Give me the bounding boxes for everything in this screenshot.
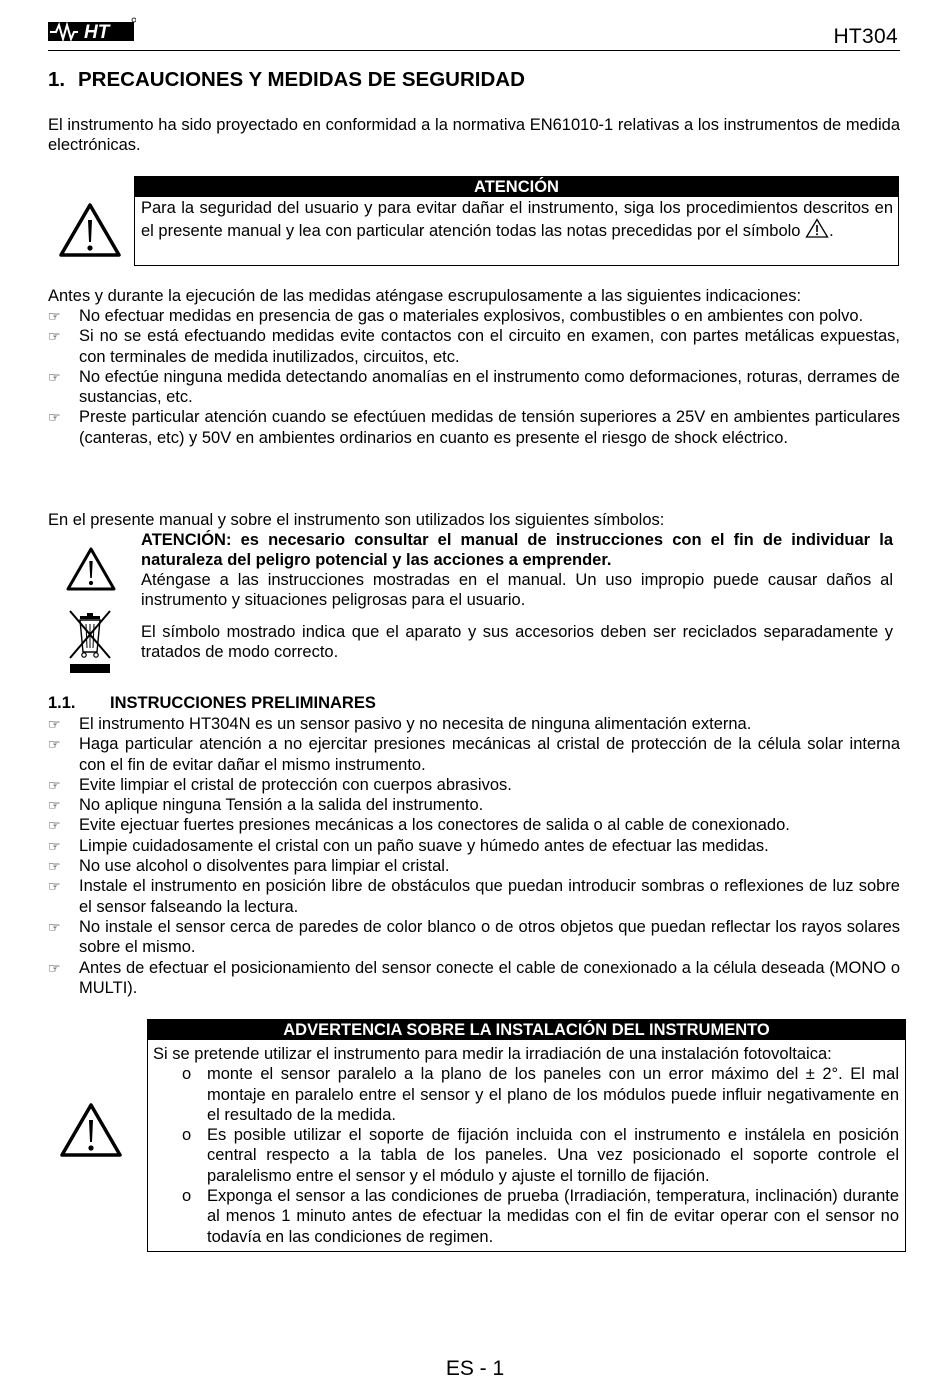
pointing-hand-icon: ☞ bbox=[48, 837, 61, 854]
list-item: ☞ Evite limpiar el cristal de protección con cuerpos abrasivos. bbox=[48, 775, 512, 794]
attention-box-title: ATENCIÓN bbox=[135, 177, 898, 197]
warning-box-list bbox=[153, 1064, 899, 1247]
symbols-lead: En el presente manual y sobre el instrumento son utilizados los siguientes símbolos: bbox=[48, 511, 665, 529]
list-item: ☞ Si no se está efectuando medidas evite contactos con el circuito en examen, con partes metálicas expuestas, con terminales de medida inutilizados, circuitos, etc. bbox=[48, 327, 900, 366]
pointing-hand-icon: ☞ bbox=[48, 959, 61, 976]
list-item: ☞ No efectuar medidas en presencia de gas o materiales explosivos, combustibles o en ambientes con polvo. bbox=[48, 307, 864, 325]
section-number: 1. bbox=[48, 68, 66, 91]
attention-box-text: Para la seguridad del usuario y para evitar dañar el instrumento, siga los procedimientos descritos en el presente manual y lea con particular atención todas las notas precedidas por el símbolo bbox=[141, 199, 893, 241]
before-measures-list bbox=[48, 306, 900, 448]
model-name: HT304 bbox=[833, 25, 898, 48]
warning-box-lead: Si se pretende utilizar el instrumento para medir la irradiación de una instalación fotovoltaica: bbox=[153, 1045, 832, 1063]
recycle-symbol-text: El símbolo mostrado indica que el aparato y sus accesorios deben ser reciclados separadamente y tratados de modo correcto. bbox=[141, 623, 893, 662]
list-item: ☞ No use alcohol o disolventes para limpiar el cristal. bbox=[48, 857, 450, 876]
list-item: ☞ Instale el instrumento en posición libre de obstáculos que puedan introducir sombras o reflexiones de luz sobre el sensor falseando la lectura. bbox=[48, 877, 900, 916]
attention-instructions: Aténgase a las instrucciones mostradas en el manual. Un uso impropio puede causar daños al instrumento y situaciones peligrosas para el usuario. bbox=[141, 571, 893, 610]
list-item: ☞ Limpie cuidadosamente el cristal con un paño suave y húmedo antes de efectuar las medidas. bbox=[48, 836, 769, 855]
list-item: ☞ Preste particular atención cuando se efectúuen medidas de tensión superiores a 25V en ambientes particulares (canteras, etc) y 50V en ambientes ordinarios en cuanto es presente el riesgo de shock eléctrico. bbox=[48, 408, 900, 447]
installation-warning-box bbox=[147, 1019, 906, 1252]
recycle-bin-icon bbox=[66, 608, 114, 674]
warning-triangle-icon bbox=[59, 1102, 123, 1158]
warning-box-body bbox=[148, 1040, 905, 1247]
pointing-hand-icon: ☞ bbox=[48, 328, 61, 345]
list-item: ☞ El instrumento HT304N es un sensor pasivo y no necesita de ninguna alimentación externa. bbox=[48, 715, 752, 733]
attention-box-body bbox=[135, 197, 898, 242]
warning-triangle-icon bbox=[58, 202, 122, 258]
before-measures-lead: Antes y durante la ejecución de las medidas aténgase escrupulosamente a las siguientes indicaciones: bbox=[48, 287, 802, 305]
pointing-hand-icon: ☞ bbox=[48, 797, 61, 814]
pointing-hand-icon: ☞ bbox=[48, 817, 61, 834]
attention-box bbox=[134, 176, 899, 266]
pointing-hand-icon: ☞ bbox=[48, 716, 61, 732]
subsection-number: 1.1. bbox=[48, 694, 76, 712]
list-item: ☞ Evite ejectuar fuertes presiones mecánicas a los conectores de salida o al cable de conexionado. bbox=[48, 816, 790, 835]
pointing-hand-icon: ☞ bbox=[48, 858, 61, 875]
attention-symbol-text bbox=[141, 530, 893, 571]
list-item: ☞ No instale el sensor cerca de paredes de color blanco o de otros objetos que puedan reflectar los rayos solares sobre el mismo. bbox=[48, 917, 900, 957]
page-number: ES - 1 bbox=[445, 1357, 505, 1380]
pointing-hand-icon: ☞ bbox=[48, 409, 61, 426]
warning-box-title: ADVERTENCIA SOBRE LA INSTALACIÓN DEL INSTRUMENTO bbox=[148, 1020, 905, 1040]
list-item: ☞ No aplique ninguna Tensión a la salida del instrumento. bbox=[48, 796, 484, 815]
pointing-hand-icon: ☞ bbox=[48, 918, 61, 935]
list-item: ☞ Haga particular atención a no ejercitar presiones mecánicas al cristal de protección de la célula solar interna con el fin de evitar dañar el mismo instrumento. bbox=[48, 735, 900, 774]
intro-paragraph: El instrumento ha sido proyectado en conformidad a la normativa EN61010-1 relativas a los instrumentos de medida electrónicas. bbox=[48, 116, 900, 155]
pointing-hand-icon: ☞ bbox=[48, 776, 61, 793]
subsection-title: INSTRUCCIONES PRELIMINARES bbox=[110, 694, 376, 712]
warning-triangle-icon bbox=[66, 547, 116, 591]
list-item: o monte el sensor paralelo a la plano de los paneles con un error máximo del ± 2°. El mal montaje en paralelo entre el sensor y el plano de los módulos puede influir negativamente en el resultado de la medida. bbox=[182, 1065, 899, 1124]
pointing-hand-icon: ☞ bbox=[48, 308, 61, 324]
subsection-heading bbox=[48, 694, 376, 713]
attention-bold-text: : es necesario consultar el manual de instrucciones con el fin de individuar la naturaleza del peligro potencial y las acciones a emprender. bbox=[141, 531, 893, 570]
bullet-circle-icon: o bbox=[182, 1187, 192, 1206]
attention-label: ATENCIÓN bbox=[141, 531, 226, 549]
list-item: ☞ Antes de efectuar el posicionamiento del sensor conecte el cable de conexionado a la célula deseada (MONO o MULTI). bbox=[48, 958, 900, 997]
list-item: o Es posible utilizar el soporte de fijación incluida con el instrumento e instálela en posición central respecto a la tabla de los paneles. Una vez posicionado el soporte controle el paralelismo entre el sensor y el módulo y ajuste el tornillo de fijación. bbox=[182, 1126, 899, 1185]
svg-text:HT: HT bbox=[84, 22, 110, 43]
preliminary-instructions-list bbox=[48, 714, 900, 998]
warning-symbol-icon bbox=[805, 218, 829, 238]
pointing-hand-icon: ☞ bbox=[48, 878, 61, 895]
attention-box-period: . bbox=[829, 222, 834, 241]
ht-logo bbox=[48, 16, 136, 46]
pointing-hand-icon: ☞ bbox=[48, 368, 61, 385]
bullet-circle-icon: o bbox=[182, 1065, 192, 1084]
section-heading bbox=[48, 68, 525, 92]
list-item: ☞ No efectúe ninguna medida detectando anomalías en el instrumento como deformaciones, roturas, derrames de sustancias, etc. bbox=[48, 367, 900, 407]
bullet-circle-icon: o bbox=[182, 1126, 192, 1145]
list-item: o Exponga el sensor a las condiciones de prueba (Irradiación, temperatura, inclinación) durante al menos 1 minuto antes de efectuar la medidas con el fin de evitar operar con el sensor no todavía en las condiciones de regimen. bbox=[182, 1187, 899, 1246]
section-title: PRECAUCIONES Y MEDIDAS DE SEGURIDAD bbox=[78, 68, 525, 91]
pointing-hand-icon: ☞ bbox=[48, 736, 61, 753]
page-header bbox=[48, 14, 900, 51]
